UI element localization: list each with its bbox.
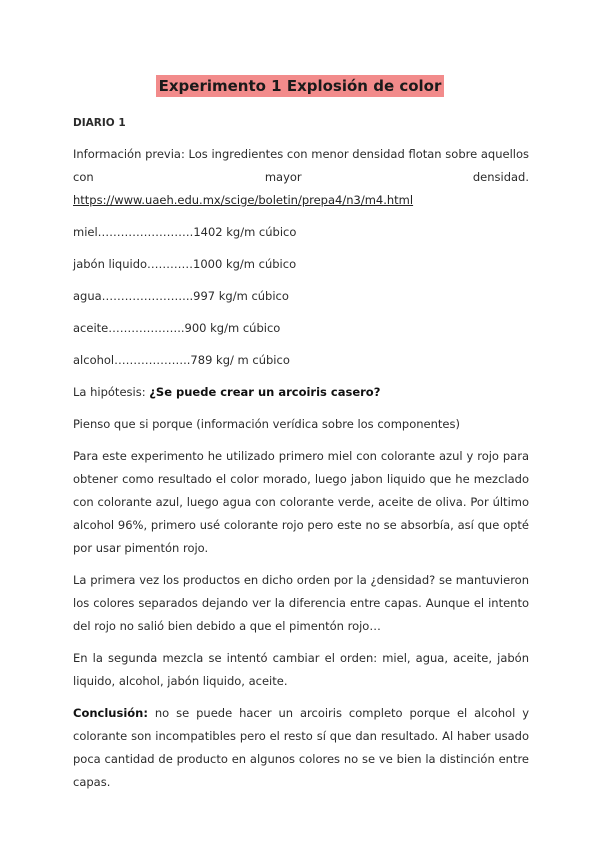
conclusion-label: Conclusión: [73, 706, 148, 720]
intro-text: Información previa: Los ingredientes con menor densidad flotan sobre aquellos con mayor densidad. [73, 147, 529, 184]
second-attempt-paragraph: En la segunda mezcla se intentó cambiar el orden: miel, agua, aceite, jabón liquido, alcohol, jabón liquido, aceite. [73, 651, 529, 688]
hypothesis-text: ¿Se puede crear un arcoiris casero? [149, 385, 381, 399]
conclusion-paragraph [73, 702, 529, 794]
procedure-paragraph: Para este experimento he utilizado primero miel con colorante azul y rojo para obtener como resultado el color morado, luego jabon liquido que he mezclado con colorante azul, luego agua con colorante verde, aceite de oliva. Por último alcohol 96%, primero usé colorante rojo pero este no se absorbía, así que opté por usar pimentón rojo. [73, 449, 529, 555]
title-wrapper [0, 75, 600, 97]
density-item-alcohol: alcohol………………..789 kg/ m cúbico [73, 353, 290, 367]
page-title: Experimento 1 Explosión de color [156, 75, 445, 97]
first-attempt-paragraph: La primera vez los productos en dicho orden por la ¿densidad? se mantuvieron los colores separados dejando ver la diferencia entre capas. Aunque el intento del rojo no salió bien debido a que el pimentón rojo… [73, 573, 529, 633]
density-item-agua: agua…………………...997 kg/m cúbico [73, 289, 289, 303]
intro-link[interactable]: https://www.uaeh.edu.mx/scige/boletin/prepa4/n3/m4.html [73, 193, 414, 207]
density-item-miel: miel…………………….1402 kg/m cúbico [73, 225, 297, 239]
intro-paragraph [73, 143, 529, 212]
document-body [73, 112, 529, 803]
density-item-aceite: aceite………………..900 kg/m cúbico [73, 321, 281, 335]
density-item-jabon: jabón liquido…………1000 kg/m cúbico [73, 257, 297, 271]
opinion-paragraph: Pienso que si porque (información verídica sobre los componentes) [73, 417, 460, 431]
section-heading: DIARIO 1 [73, 117, 126, 129]
hypothesis-paragraph [73, 381, 529, 404]
hypothesis-label: La hipótesis: [73, 385, 146, 399]
conclusion-text: no se puede hacer un arcoiris completo porque el alcohol y colorante son incompatibles pero el resto sí que dan resultado. Al haber usado poca cantidad de producto en algunos colores no se ve bien la distinción entre capas. [73, 706, 530, 789]
